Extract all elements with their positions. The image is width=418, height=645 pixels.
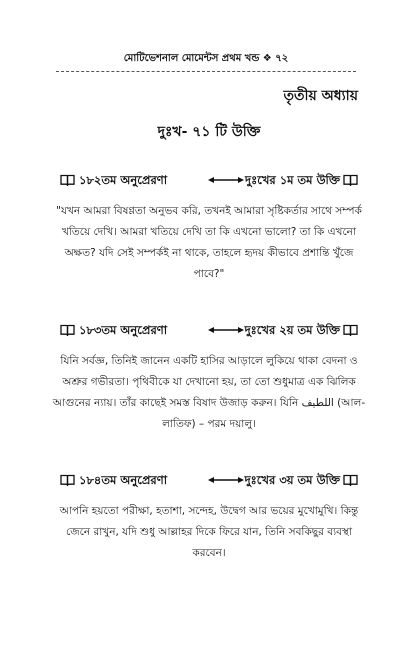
- double-arrow-icon: [208, 320, 244, 340]
- quote-text: যিনি সর্বজ্ঞ, তিনিই জানেন একটি হাসির আড়ালে লুকিয়ে থাকা বেদনা ও অশ্রুর গভীরতা। পৃথিবীকে যা দেখানো হয়, তা তো শুধুমাত্র এক ঝিলিক আগুনের ন্যায়। তাঁর কাছেই সমস্ত বিষাদ উজাড় করুন। যিনি اللطيف (আল-লাতিফ) – পরম দয়ালু।: [52, 355, 366, 430]
- inspiration-number: ১৮৪তম অনুপ্রেরণা: [79, 473, 168, 487]
- inspiration-number: ১৮৩তম অনুপ্রেরণা: [79, 323, 168, 337]
- book-icon: [60, 324, 75, 336]
- entry-heading: [60, 170, 358, 190]
- section-title: দুঃখ- ৭১ টি উক্তি: [157, 124, 261, 140]
- entry-heading-right: [245, 320, 358, 340]
- running-header: মোটিভেশনাল মোমেন্টস প্রথম খন্ড ❖ ৭২: [123, 53, 289, 64]
- quote-text: আপনি হয়তো পরীক্ষা, হতাশা, সন্দেহ, উদ্বেগ আর ভয়ের মুখোমুখি। কিন্তু জেনে রাখুন, যদি শুধু আল্লাহর দিকে ফিরে যান, তিনি সবকিছুর ব্যবস্থা করবেন।: [59, 505, 359, 559]
- inspiration-number: ১৮২তম অনুপ্রেরণা: [79, 173, 168, 187]
- chapter-title: তৃতীয় অধ্যায়: [283, 88, 358, 104]
- double-arrow-icon: [208, 470, 244, 490]
- quote-number: দুঃখের ২য় তম উক্তি: [244, 323, 340, 337]
- quote-number: দুঃখের ৩য় তম উক্তি: [244, 473, 340, 487]
- book-icon: [60, 474, 75, 486]
- entry-heading-right: [245, 170, 358, 190]
- header-divider: [56, 71, 356, 72]
- quote-text: "যখন আমরা বিষণ্ণতা অনুভব করি, তখনই আমারা সৃষ্টিকর্তার সাথে সম্পর্ক খতিয়ে দেখি। আমরা খতিয়ে দেখি তা কি এখনো ভালো? তা কি এখনো অক্ষত? যদি সেই সম্পর্কই না থাকে, তাহলে হৃদয় কীভাবে প্রশান্তি খুঁজে পাবে?": [56, 205, 362, 280]
- book-icon: [343, 174, 358, 186]
- entry-heading-left: [60, 320, 167, 340]
- entry-heading: [60, 320, 358, 340]
- book-icon: [60, 174, 75, 186]
- book-icon: [343, 474, 358, 486]
- quote-number: দুঃখের ১ম তম উক্তি: [245, 173, 340, 187]
- entry-heading-right: [245, 470, 358, 490]
- entry-heading-left: [60, 170, 167, 190]
- book-icon: [343, 324, 358, 336]
- entry-heading: [60, 470, 358, 490]
- double-arrow-icon: [208, 170, 244, 190]
- entry-heading-left: [60, 470, 167, 490]
